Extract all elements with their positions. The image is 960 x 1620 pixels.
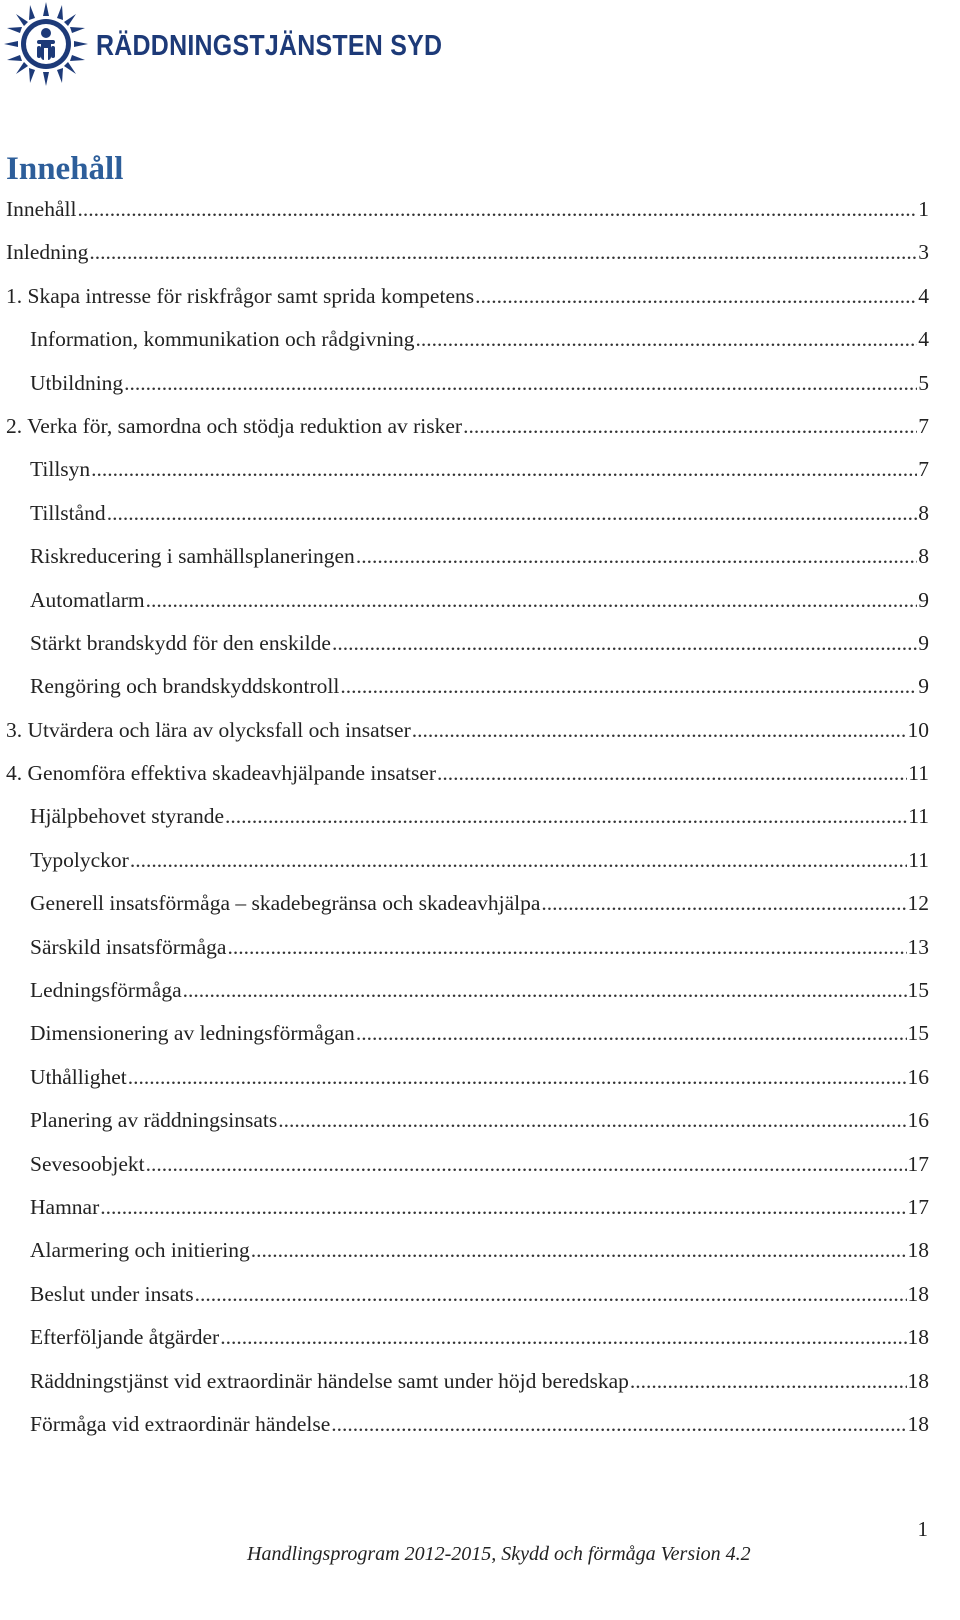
dot-leader bbox=[124, 369, 917, 397]
toc-entry-title: Hjälpbehovet styrande bbox=[30, 804, 225, 829]
dot-leader bbox=[146, 586, 918, 614]
toc-entry-title: Ledningsförmåga bbox=[30, 978, 182, 1003]
toc-entry-page: 9 bbox=[918, 630, 929, 655]
toc-entry-page: 12 bbox=[907, 891, 929, 916]
toc-entry-title: Planering av räddningsinsats bbox=[30, 1108, 278, 1133]
dot-leader bbox=[183, 976, 907, 1004]
table-of-contents bbox=[6, 195, 929, 1453]
dot-leader bbox=[100, 1193, 906, 1221]
toc-entry[interactable] bbox=[6, 976, 929, 1019]
toc-entry-page: 17 bbox=[907, 1151, 929, 1176]
dot-leader bbox=[91, 455, 917, 483]
toc-entry-title: Generell insatsförmåga – skadebegränsa och skadeavhjälpa bbox=[30, 891, 541, 916]
toc-entry[interactable] bbox=[6, 542, 929, 585]
toc-entry-page: 18 bbox=[907, 1238, 929, 1263]
dot-leader bbox=[225, 802, 907, 830]
toc-entry-title: Stärkt brandskydd för den enskilde bbox=[30, 630, 331, 655]
toc-entry-title: Inledning bbox=[6, 240, 89, 265]
toc-entry-page: 9 bbox=[918, 674, 929, 699]
toc-entry[interactable] bbox=[6, 282, 929, 325]
toc-entry[interactable] bbox=[6, 1367, 929, 1410]
toc-entry-page: 16 bbox=[907, 1064, 929, 1089]
toc-entry[interactable] bbox=[6, 846, 929, 889]
toc-entry-page: 1 bbox=[918, 197, 929, 221]
dot-leader bbox=[463, 412, 917, 440]
toc-entry[interactable] bbox=[6, 889, 929, 932]
toc-entry-page: 8 bbox=[918, 544, 929, 569]
toc-entry[interactable] bbox=[6, 1063, 929, 1106]
dot-leader bbox=[130, 846, 907, 874]
page-header bbox=[4, 2, 499, 86]
toc-entry-title: Räddningstjänst vid extraordinär händelse samt under höjd beredskap bbox=[30, 1368, 629, 1393]
dot-leader bbox=[220, 1323, 906, 1351]
toc-entry-page: 4 bbox=[918, 283, 929, 308]
toc-entry-title: Sevesoobjekt bbox=[30, 1151, 145, 1176]
toc-entry[interactable] bbox=[6, 1106, 929, 1149]
toc-entry[interactable] bbox=[6, 325, 929, 368]
dot-leader bbox=[77, 195, 917, 223]
dot-leader bbox=[412, 716, 907, 744]
toc-entry-page: 3 bbox=[918, 240, 929, 265]
toc-entry-title: 2. Verka för, samordna och stödja reduktion av risker bbox=[6, 413, 463, 438]
toc-entry-page: 9 bbox=[918, 587, 929, 612]
toc-entry[interactable] bbox=[6, 1323, 929, 1366]
toc-entry-page: 18 bbox=[907, 1281, 929, 1306]
toc-entry[interactable] bbox=[6, 1019, 929, 1062]
toc-entry[interactable] bbox=[6, 195, 929, 238]
dot-leader bbox=[356, 1019, 907, 1047]
toc-entry-title: Beslut under insats bbox=[30, 1281, 194, 1306]
toc-entry-title: Uthållighet bbox=[30, 1064, 127, 1089]
dot-leader bbox=[356, 542, 917, 570]
toc-entry-page: 11 bbox=[908, 847, 929, 872]
toc-entry-page: 11 bbox=[908, 761, 929, 786]
toc-entry-page: 18 bbox=[907, 1411, 929, 1436]
toc-entry-page: 10 bbox=[907, 717, 929, 742]
toc-entry[interactable] bbox=[6, 716, 929, 759]
toc-entry[interactable] bbox=[6, 499, 929, 542]
toc-entry-title: Typolyckor bbox=[30, 847, 129, 872]
toc-entry-page: 15 bbox=[907, 1021, 929, 1046]
toc-entry-title: Tillstånd bbox=[30, 500, 106, 525]
dot-leader bbox=[227, 933, 906, 961]
toc-heading: Innehåll bbox=[6, 151, 124, 187]
toc-entry[interactable] bbox=[6, 1236, 929, 1279]
toc-entry[interactable] bbox=[6, 455, 929, 498]
dot-leader bbox=[416, 325, 918, 353]
toc-entry[interactable] bbox=[6, 1280, 929, 1323]
toc-entry-page: 4 bbox=[918, 327, 929, 352]
toc-entry-title: Efterföljande åtgärder bbox=[30, 1325, 220, 1350]
dot-leader bbox=[541, 889, 906, 917]
toc-entry-title: Tillsyn bbox=[30, 457, 91, 482]
toc-entry-title: Innehåll bbox=[6, 197, 77, 221]
footer-text: Handlingsprogram 2012-2015, Skydd och förmåga Version 4.2 bbox=[247, 1543, 751, 1565]
toc-entry-title: Förmåga vid extraordinär händelse bbox=[30, 1411, 331, 1436]
toc-entry-title: Dimensionering av ledningsförmågan bbox=[30, 1021, 355, 1046]
toc-entry[interactable] bbox=[6, 759, 929, 802]
toc-entry-title: 4. Genomföra effektiva skadeavhjälpande insatser bbox=[6, 761, 437, 786]
toc-entry[interactable] bbox=[6, 586, 929, 629]
toc-entry-page: 15 bbox=[907, 978, 929, 1003]
toc-entry[interactable] bbox=[6, 1150, 929, 1193]
toc-entry[interactable] bbox=[6, 238, 929, 281]
dot-leader bbox=[89, 238, 917, 266]
organization-name: RÄDDNINGSTJÄNSTEN SYD bbox=[96, 29, 443, 62]
page-number: 1 bbox=[917, 1517, 928, 1541]
toc-entry-page: 16 bbox=[907, 1108, 929, 1133]
toc-entry-page: 18 bbox=[907, 1325, 929, 1350]
toc-entry[interactable] bbox=[6, 802, 929, 845]
toc-entry-title: Rengöring och brandskyddskontroll bbox=[30, 674, 340, 699]
dot-leader bbox=[332, 629, 917, 657]
toc-entry-page: 7 bbox=[918, 413, 929, 438]
toc-entry-page: 7 bbox=[918, 457, 929, 482]
toc-entry-title: Utbildning bbox=[30, 370, 124, 395]
toc-entry[interactable] bbox=[6, 672, 929, 715]
dot-leader bbox=[340, 672, 917, 700]
toc-entry-page: 11 bbox=[908, 804, 929, 829]
toc-entry[interactable] bbox=[6, 1193, 929, 1236]
dot-leader bbox=[251, 1236, 907, 1264]
dot-leader bbox=[128, 1063, 907, 1091]
toc-entry[interactable] bbox=[6, 629, 929, 672]
dot-leader bbox=[437, 759, 907, 787]
toc-entry-title: Hamnar bbox=[30, 1194, 100, 1219]
dot-leader bbox=[475, 282, 917, 310]
toc-entry[interactable] bbox=[6, 412, 929, 455]
toc-entry-title: Automatlarm bbox=[30, 587, 145, 612]
toc-entry-page: 18 bbox=[907, 1368, 929, 1393]
toc-entry[interactable] bbox=[6, 369, 929, 412]
toc-entry-page: 13 bbox=[907, 934, 929, 959]
toc-entry[interactable] bbox=[6, 933, 929, 976]
toc-entry-page: 5 bbox=[918, 370, 929, 395]
toc-entry-title: Alarmering och initiering bbox=[30, 1238, 250, 1263]
toc-entry-title: 3. Utvärdera och lära av olycksfall och insatser bbox=[6, 717, 411, 742]
toc-entry-title: Riskreducering i samhällsplaneringen bbox=[30, 544, 355, 569]
toc-entry-page: 17 bbox=[907, 1194, 929, 1219]
dot-leader bbox=[195, 1280, 907, 1308]
toc-entry-title: Särskild insatsförmåga bbox=[30, 934, 227, 959]
dot-leader bbox=[146, 1150, 907, 1178]
dot-leader bbox=[107, 499, 918, 527]
toc-entry-page: 8 bbox=[918, 500, 929, 525]
toc-entry-title: Information, kommunikation och rådgivning bbox=[30, 327, 415, 352]
rescue-service-emblem-icon bbox=[4, 2, 88, 86]
dot-leader bbox=[331, 1410, 906, 1438]
dot-leader bbox=[278, 1106, 906, 1134]
toc-entry[interactable] bbox=[6, 1410, 929, 1453]
dot-leader bbox=[630, 1367, 907, 1395]
toc-entry-title: 1. Skapa intresse för riskfrågor samt sprida kompetens bbox=[6, 283, 475, 308]
